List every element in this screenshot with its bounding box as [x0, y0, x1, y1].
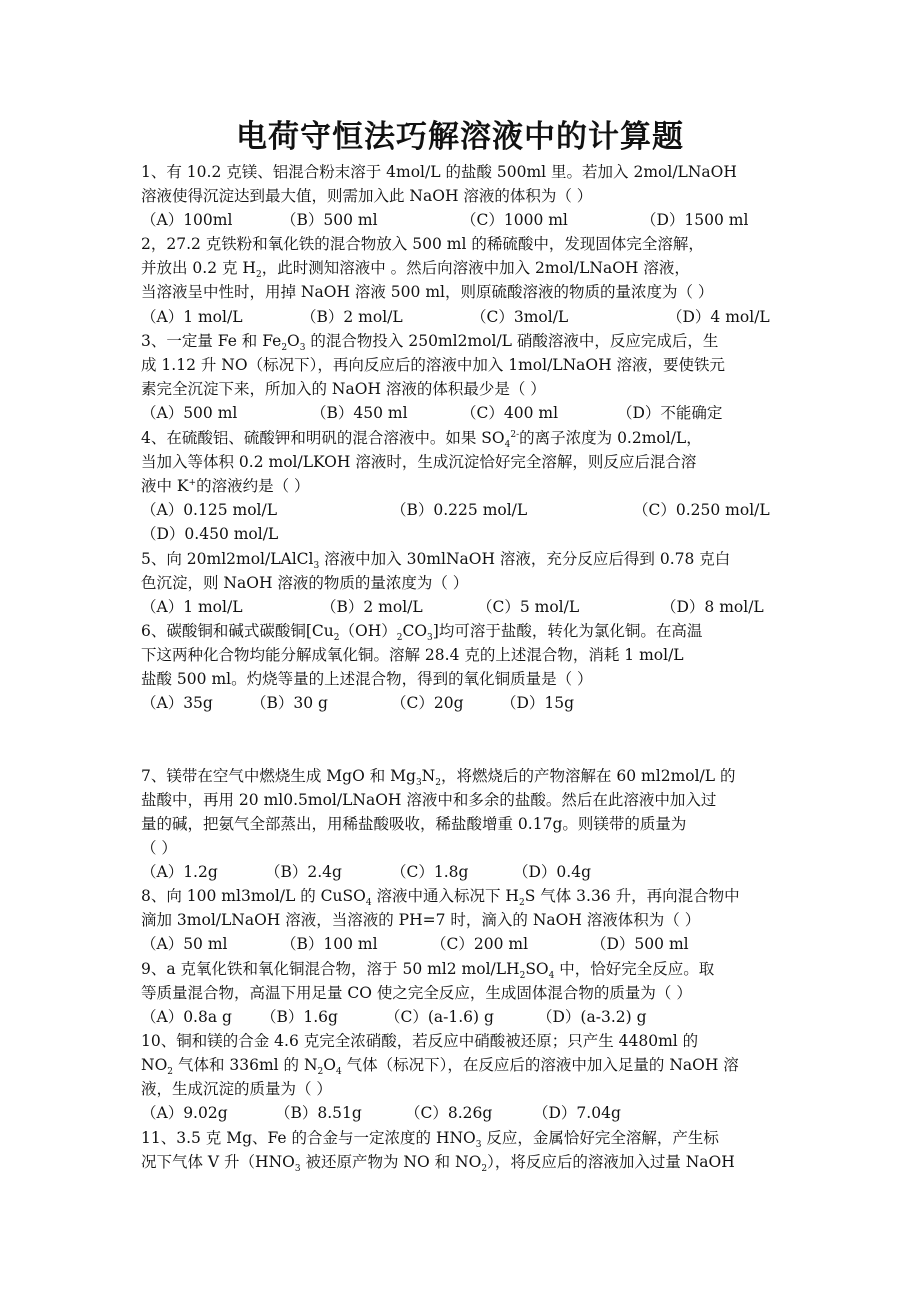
- q10-option-a: （A）9.02g: [141, 1104, 228, 1122]
- q3-option-c: （C）400 ml: [461, 404, 559, 422]
- q3-option-d: （D）不能确定: [617, 404, 723, 422]
- q5-option-c: （C）5 mol/L: [477, 598, 580, 616]
- q8-line-1: 8、向 100 ml3mol/L 的 CuSO$_4$ 溶液中通入标况下 $H_2S$ 气体 3.36 升，再向混合物中: [141, 887, 740, 909]
- q7-option-b: （B）2.4g: [265, 863, 342, 881]
- q7-line-4: （ ）: [141, 839, 177, 857]
- q11-line-2: 况下气体 V 升（$HNO_3$ 被还原产物为 NO 和 $NO_2$），将反应后的溶液加入过量 NaOH: [141, 1153, 735, 1175]
- q4-option-d: （D）0.450 mol/L: [141, 525, 279, 543]
- q1-line-1: 1、有 10.2 克镁、铝混合粉末溶于 4mol/L 的盐酸 500ml 里。若加入 2mol/LNaOH: [141, 163, 737, 181]
- q10-option-b: （B）8.51g: [275, 1104, 362, 1122]
- q2-option-c: （C）3mol/L: [471, 308, 569, 326]
- q5-line-1: 5、向 20ml2mol/LAlCl$_3$ 溶液中加入 30mlNaOH 溶液，充分反应后得到 0.78 克白: [141, 550, 731, 572]
- q5-option-a: （A）1 mol/L: [141, 598, 243, 616]
- q10-line-3: 液，生成沉淀的质量为（ ）: [141, 1080, 332, 1098]
- q1-line-2: 溶液使得沉淀达到最大值，则需加入此 NaOH 溶液的体积为（ ）: [141, 187, 593, 205]
- q9-option-a: （A）0.8a g: [141, 1008, 232, 1026]
- q2-option-a: （A）1 mol/L: [141, 308, 243, 326]
- q7-line-2: 盐酸中，再用 20 ml0.5mol/LNaOH 溶液中和多余的盐酸。然后在此溶液中加入过: [141, 791, 717, 809]
- q2-line-1: 2，27.2 克铁粉和氧化铁的混合物放入 500 ml 的稀硫酸中，发现固体完全溶解，: [141, 235, 704, 253]
- q8-option-c: （C）200 ml: [431, 935, 529, 953]
- q9-line-1: 9、a 克氧化铁和氧化铜混合物，溶于 50 ml2 mol/$LH_2SO_4$ 中，恰好完全反应。取: [141, 960, 715, 982]
- q1-option-a: （A）100ml: [141, 211, 233, 229]
- q2-line-2: 并放出 0.2 克 $H_2$，此时测知溶液中 。然后向溶液中加入 2mol/LNaOH 溶液，: [141, 259, 690, 281]
- q7-option-c: （C）1.8g: [391, 863, 469, 881]
- q8-line-2: 滴加 3mol/LNaOH 溶液，当溶液的 PH=7 时，滴入的 NaOH 溶液体积为（ ）: [141, 911, 701, 929]
- q5-option-d: （D）8 mol/L: [661, 598, 764, 616]
- q9-option-b: （B）1.6g: [261, 1008, 338, 1026]
- q2-option-b: （B）2 mol/L: [301, 308, 403, 326]
- q2-line-3: 当溶液呈中性时，用掉 NaOH 溶液 500 ml，则原硫酸溶液的物质的量浓度为（ ）: [141, 283, 714, 301]
- q4-option-b: （B）0.225 mol/L: [391, 501, 528, 519]
- q7-option-a: （A）1.2g: [141, 863, 218, 881]
- q10-line-2: $NO_2$ 气体和 336ml 的 $N_2O_4$ 气体（标况下），在反应后的溶液中加入足量的 NaOH 溶: [141, 1056, 739, 1078]
- q10-option-d: （D）7.04g: [533, 1104, 621, 1122]
- q6-line-2: 下这两种化合物均能分解成氧化铜。溶解 28.4 克的上述混合物，消耗 1 mol/L: [141, 646, 684, 664]
- q5-line-2: 色沉淀，则 NaOH 溶液的物质的量浓度为（ ）: [141, 574, 469, 592]
- q6-option-a: （A）35g: [141, 694, 213, 712]
- q6-line-3: 盐酸 500 ml。灼烧等量的上述混合物，得到的氧化铜质量是（ ）: [141, 670, 593, 688]
- q4-line-3: 液中 K+的溶液约是（ ）: [141, 477, 310, 495]
- q7-line-3: 量的碱，把氨气全部蒸出，用稀盐酸吸收，稀盐酸增重 0.17g。则镁带的质量为: [141, 815, 687, 833]
- q8-option-b: （B）100 ml: [281, 935, 378, 953]
- q4-option-c: （C）0.250 mol/L: [633, 501, 770, 519]
- q6-option-b: （B）30 g: [251, 694, 328, 712]
- q1-option-c: （C）1000 ml: [461, 211, 568, 229]
- q4-line-1: 4、在硫酸铝、硫酸钾和明矾的混合溶液中。如果 $SO_4^{2-}$的离子浓度为 0.2mol/L，: [141, 429, 702, 451]
- q8-option-a: （A）50 ml: [141, 935, 228, 953]
- q9-option-d: （D）(a-3.2) g: [537, 1008, 647, 1026]
- q10-option-c: （C）8.26g: [405, 1104, 493, 1122]
- q10-line-1: 10、铜和镁的合金 4.6 克完全浓硝酸，若反应中硝酸被还原；只产生 4480ml 的: [141, 1032, 699, 1050]
- q7-line-1: 7、镁带在空气中燃烧生成 MgO 和 $Mg_3N_2$，将燃烧后的产物溶解在 60 ml2mol/L 的: [141, 767, 736, 789]
- q5-option-b: （B）2 mol/L: [321, 598, 423, 616]
- q2-option-d: （D）4 mol/L: [667, 308, 770, 326]
- q6-option-c: （C）20g: [391, 694, 464, 712]
- q9-line-2: 等质量混合物，高温下用足量 CO 使之完全反应，生成固体混合物的质量为（ ）: [141, 984, 692, 1002]
- q8-option-d: （D）500 ml: [591, 935, 689, 953]
- q3-line-1: 3、一定量 Fe 和 $Fe_2O_3$ 的混合物投入 250ml2mol/L 硝酸溶液中，反应完成后，生: [141, 332, 719, 354]
- q1-option-d: （D）1500 ml: [641, 211, 749, 229]
- q7-option-d: （D）0.4g: [513, 863, 591, 881]
- q9-option-c: （C）(a-1.6) g: [385, 1008, 494, 1026]
- q3-line-3: 素完全沉淀下来，所加入的 NaOH 溶液的体积最少是（ ）: [141, 380, 546, 398]
- q3-line-2: 成 1.12 升 NO（标况下），再向反应后的溶液中加入 1mol/LNaOH 溶液，要使铁元: [141, 356, 726, 374]
- q3-option-b: （B）450 ml: [311, 404, 408, 422]
- q6-line-1: 6、碳酸铜和碱式碳酸铜$[Cu_2(OH)_2CO_3]$均可溶于盐酸，转化为氯化铜。在高温: [141, 622, 703, 644]
- q1-option-b: （B）500 ml: [281, 211, 378, 229]
- q6-option-d: （D）15g: [501, 694, 575, 712]
- q4-option-a: （A）0.125 mol/L: [141, 501, 277, 519]
- q4-line-2: 当加入等体积 0.2 mol/LKOH 溶液时，生成沉淀恰好完全溶解，则反应后混合溶: [141, 453, 697, 471]
- q3-option-a: （A）500 ml: [141, 404, 238, 422]
- page-title: 电荷守恒法巧解溶液中的计算题: [236, 119, 684, 155]
- q11-line-1: 11、3.5 克 Mg、Fe 的合金与一定浓度的 $HNO_3$ 反应，金属恰好完全溶解，产生标: [141, 1129, 719, 1151]
